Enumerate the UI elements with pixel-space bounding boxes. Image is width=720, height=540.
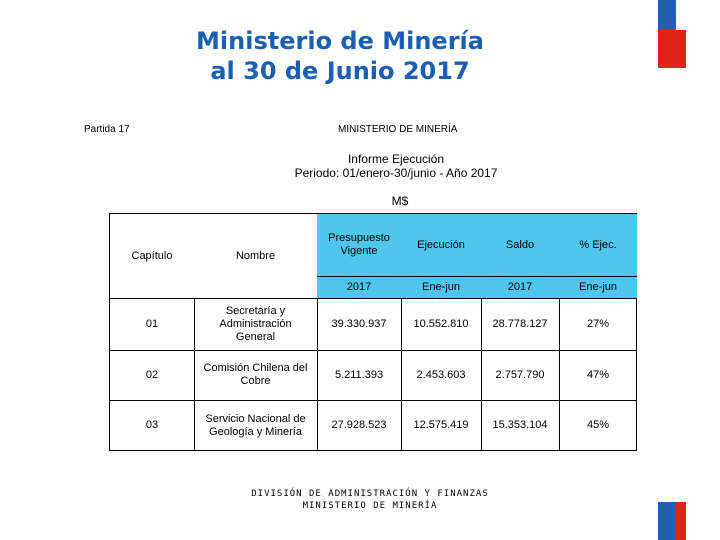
header-pct-ejec: % Ejec. (579, 238, 617, 251)
header-nombre: Nombre (235, 249, 276, 262)
page-title (160, 26, 520, 86)
grid-line (110, 298, 637, 299)
header-presupuesto: Presupuesto Vigente (328, 232, 390, 257)
subheader-ejecucion: Ene-jun (422, 280, 460, 293)
row-1-nombre: Secretaría y Administración General (219, 304, 292, 343)
budget-table (109, 213, 637, 451)
footer (200, 488, 540, 512)
row-2-ejecucion: 2.453.603 (416, 368, 466, 381)
header-ejecucion: Ejecución (417, 238, 465, 251)
grid-line (317, 276, 637, 277)
currency-label: M$ (391, 194, 409, 208)
title-line-1: Ministerio de Minería (196, 27, 484, 55)
row-1-saldo: 28.778.127 (492, 317, 548, 330)
grid-line (110, 400, 637, 401)
row-1-ejecucion: 10.552.810 (413, 317, 469, 330)
row-3-presupuesto: 27.928.523 (331, 419, 387, 431)
ministerio-label: MINISTERIO DE MINERÍA (338, 124, 458, 135)
subheader-presupuesto: 2017 (346, 280, 372, 293)
row-3-nombre: Servicio Nacional de Geología y Minería (205, 412, 306, 438)
grid-line (317, 298, 318, 451)
report-period: Periodo: 01/enero-30/junio - Año 2017 (294, 166, 498, 180)
subheader-pct-ejec: Ene-jun (579, 280, 617, 293)
row-2-presupuesto: 5.211.393 (334, 368, 384, 381)
row-2-nombre: Comisión Chilena del Cobre (203, 362, 308, 387)
grid-line (559, 298, 560, 451)
grid-line (194, 298, 195, 451)
header-saldo: Saldo (505, 238, 535, 251)
report-heading (260, 152, 532, 180)
row-2-capitulo: 02 (145, 368, 159, 381)
row-3-ejecucion: 12.575.419 (413, 419, 469, 431)
chile-flag-top (658, 0, 686, 68)
row-1-capitulo: 01 (145, 317, 159, 330)
row-2-saldo: 2.757.790 (495, 368, 545, 381)
partida-label: Partida 17 (84, 124, 130, 135)
title-line-2: al 30 de Junio 2017 (210, 57, 470, 85)
row-3-capitulo: 03 (145, 419, 159, 431)
grid-line (110, 350, 637, 351)
row-1-pct: 27% (586, 317, 610, 330)
grid-line (481, 298, 482, 451)
subheader-saldo: 2017 (507, 280, 533, 293)
footer-ministerio: MINISTERIO DE MINERÍA (302, 501, 438, 511)
row-2-pct: 47% (586, 368, 610, 381)
row-3-saldo: 15.353.104 (492, 419, 548, 431)
grid-line (401, 298, 402, 451)
row-1-presupuesto: 39.330.937 (331, 317, 387, 330)
header-capitulo: Capítulo (131, 249, 173, 262)
chile-flag-bottom (658, 502, 686, 540)
row-3-pct: 45% (586, 419, 610, 431)
report-title: Informe Ejecución (347, 152, 445, 166)
footer-division: DIVISIÓN DE ADMINISTRACIÓN Y FINANZAS (251, 489, 489, 499)
